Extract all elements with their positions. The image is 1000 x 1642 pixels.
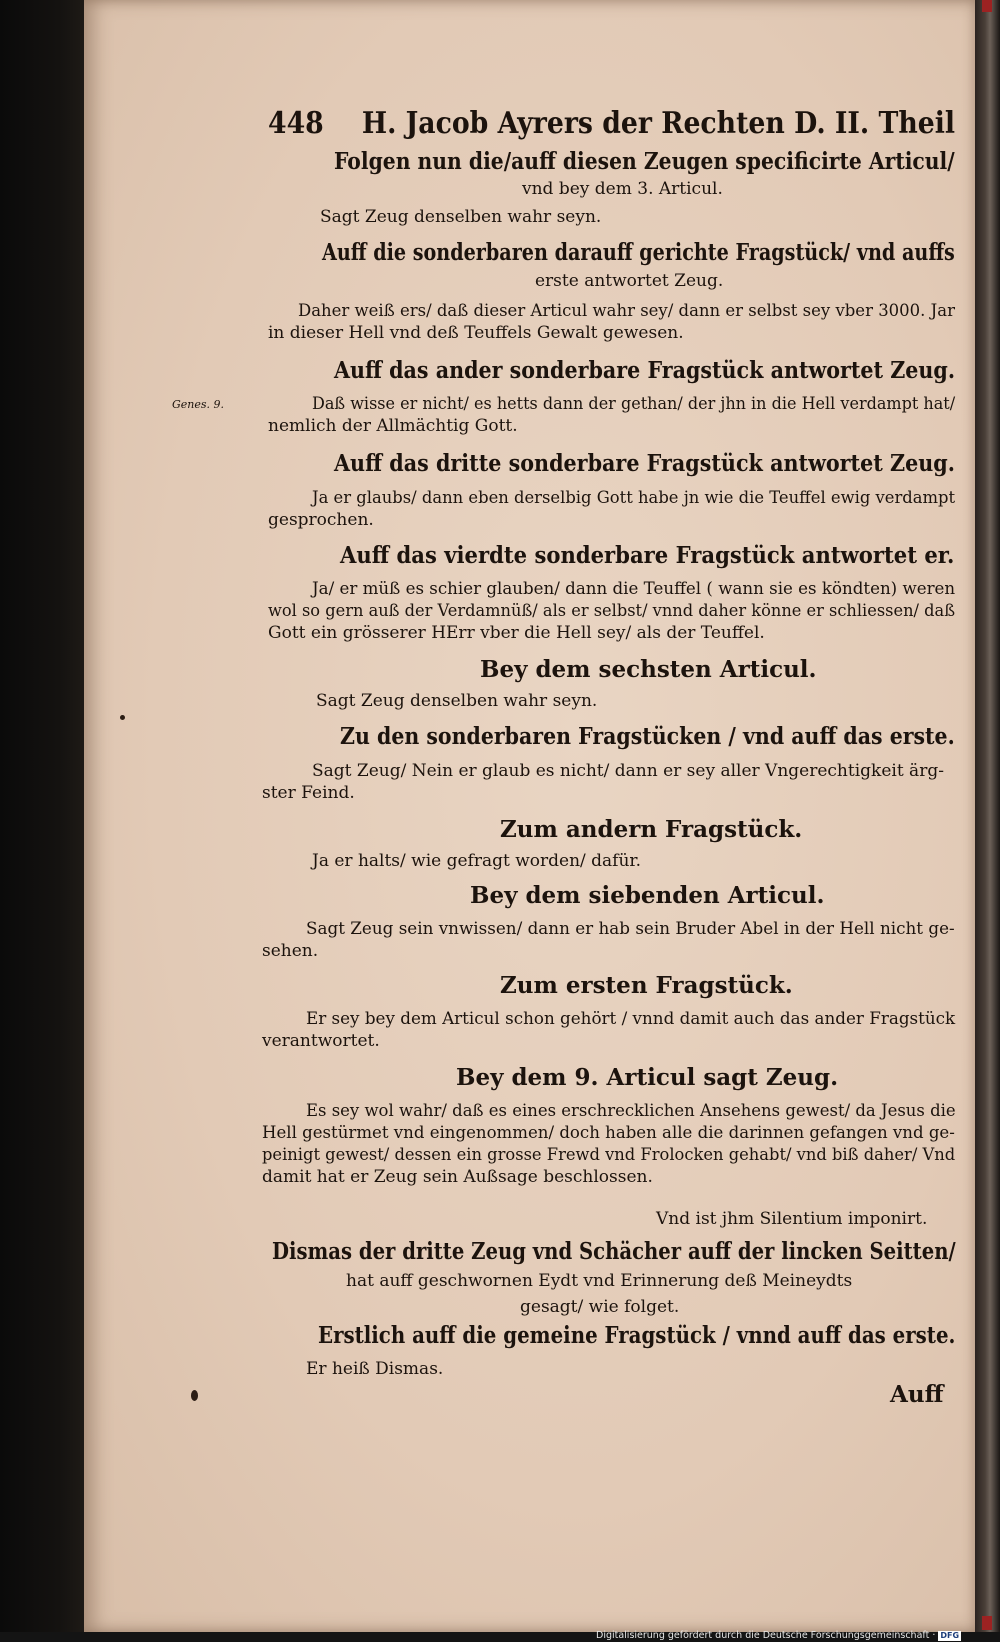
section-heading: Bey dem siebenden Articul. <box>470 882 825 909</box>
section-heading: Auff das ander sonderbare Fragstück antwortet Zeug. <box>334 357 956 384</box>
text-line: Daher weiß ers/ daß dieser Articul wahr sey/ dann er selbst sey vber 3000. Jar <box>298 301 955 321</box>
section-heading: Folgen nun die/auff diesen Zeugen specificirte Articul/ <box>334 148 955 175</box>
text-line: gesprochen. <box>268 510 374 530</box>
catchword: Auff <box>890 1381 944 1408</box>
text-line: verantwortet. <box>262 1031 380 1051</box>
text-line: hat auff geschwornen Eydt vnd Erinnerung deß Meineydts <box>346 1271 853 1291</box>
text-line: Sagt Zeug sein vnwissen/ dann er hab sein Bruder Abel in der Hell nicht ge- <box>306 919 955 939</box>
text-line: Sagt Zeug denselben wahr seyn. <box>316 691 598 711</box>
section-subheading: vnd bey dem 3. Articul. <box>522 179 723 199</box>
section-heading: Zum ersten Fragstück. <box>500 972 793 999</box>
text-line: Ja er halts/ wie gefragt worden/ dafür. <box>312 851 642 871</box>
credit-text: Digitalisierung gefördert durch die Deutsche Forschungsgemeinschaft · <box>596 1630 936 1641</box>
text-line: ster Feind. <box>262 783 355 803</box>
dfg-logo: DFG <box>940 1631 960 1640</box>
ink-speck <box>191 1390 198 1401</box>
digitization-credit <box>596 1630 961 1642</box>
page-number: 448 <box>268 106 324 141</box>
text-line: nemlich der Allmächtig Gott. <box>268 416 518 436</box>
page-edge-red-mark <box>982 0 992 12</box>
book-binding-gutter <box>0 0 84 1632</box>
section-heading: Zum andern Fragstück. <box>500 816 803 843</box>
section-heading: Auff die sonderbaren darauff gerichte Fragstück/ vnd auffs <box>322 239 955 266</box>
text-line: Er sey bey dem Articul schon gehört / vnnd damit auch das ander Fragstück <box>306 1009 956 1029</box>
text-line: peinigt gewest/ dessen ein grosse Frewd vnd Frolocken gehabt/ vnd biß daher/ Vnd <box>262 1145 956 1165</box>
text-line: Es sey wol wahr/ daß es eines erschrecklichen Ansehens gewest/ da Jesus die <box>306 1101 956 1121</box>
running-header <box>268 106 956 141</box>
text-line: Sagt Zeug/ Nein er glaub es nicht/ dann er sey aller Vngerechtigkeit ärg- <box>312 761 944 781</box>
ink-speck <box>120 715 125 720</box>
text-line: in dieser Hell vnd deß Teuffels Gewalt gewesen. <box>268 323 684 343</box>
text-line: Daß wisse er nicht/ es hetts dann der gethan/ der jhn in die Hell verdampt hat/ <box>312 394 956 414</box>
closing-note: Vnd ist jhm Silentium imponirt. <box>656 1209 928 1229</box>
text-line: Hell gestürmet vnd eingenommen/ doch haben alle die darinnen gefangen vnd ge- <box>262 1123 955 1143</box>
text-line: Sagt Zeug denselben wahr seyn. <box>320 207 602 227</box>
text-line: Ja er glaubs/ dann eben derselbig Gott habe jn wie die Teuffel ewig verdampt <box>312 488 956 508</box>
section-heading: Dismas der dritte Zeug vnd Schächer auff der lincken Seitten/ <box>272 1238 956 1265</box>
running-title: H. Jacob Ayrers der Rechten D. II. Theil <box>361 106 956 141</box>
text-line: sehen. <box>262 941 319 961</box>
text-line: wol so gern auß der Verdamnüß/ als er selbst/ vnnd daher könne er schliessen/ daß <box>268 601 956 621</box>
section-subheading: erste antwortet Zeug. <box>535 271 724 291</box>
section-heading: Bey dem sechsten Articul. <box>480 656 817 683</box>
text-line: damit hat er Zeug sein Außsage beschlossen. <box>262 1167 653 1187</box>
page-edge-red-mark <box>982 1616 992 1630</box>
text-line: Gott ein grösserer HErr vber die Hell sey/ als der Teuffel. <box>268 623 765 643</box>
margin-note: Genes. 9. <box>172 398 225 411</box>
text-line: Er heiß Dismas. <box>306 1359 444 1379</box>
text-line: Ja/ er müß es schier glauben/ dann die Teuffel ( wann sie es köndten) weren <box>312 579 956 599</box>
text-line: gesagt/ wie folget. <box>520 1297 680 1317</box>
section-heading: Zu den sonderbaren Fragstücken / vnd auff das erste. <box>340 723 955 750</box>
section-heading: Auff das dritte sonderbare Fragstück antwortet Zeug. <box>334 450 955 477</box>
section-heading: Bey dem 9. Articul sagt Zeug. <box>456 1064 839 1091</box>
section-heading: Erstlich auff die gemeine Fragstück / vnnd auff das erste. <box>318 1322 956 1349</box>
page-edge-stack <box>975 0 1000 1632</box>
section-heading: Auff das vierdte sonderbare Fragstück antwortet er. <box>340 542 955 569</box>
